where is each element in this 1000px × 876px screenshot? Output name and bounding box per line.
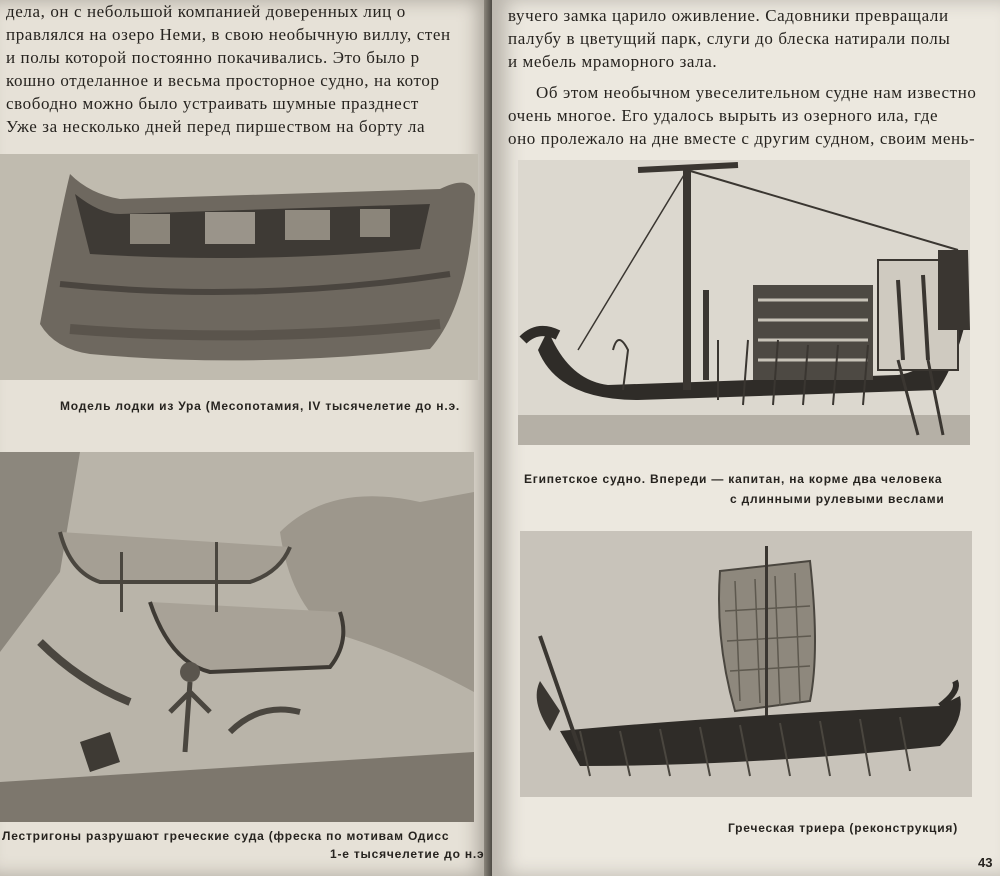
left-page (0, 0, 492, 876)
page-number: 43 (978, 855, 993, 870)
text-line: и мебель мраморного зала. (508, 52, 718, 71)
fresco-caption-line1: Лестригоны разрушают греческие суда (фреска по мотивам Одисс (2, 829, 450, 843)
ur-boat-photo (0, 154, 478, 380)
text-line: кошно отделанное и весьма просторное судно, на котор (6, 71, 440, 90)
egyptian-ship-caption-line2: с длинными рулевыми веслами (730, 492, 945, 506)
trireme-photo (520, 531, 972, 797)
text-line: Уже за несколько дней перед пиршеством на борту ла (6, 117, 426, 136)
fresco-caption-line2: 1-е тысячелетие до н.э (330, 847, 485, 861)
trireme-caption: Греческая триера (реконструкция) (728, 821, 958, 835)
text-line: дела, он с небольшой компанией доверенных лиц о (6, 2, 406, 21)
text-line: вучего замка царило оживление. Садовники превращали (508, 6, 949, 25)
ur-boat-caption: Модель лодки из Ура (Месопотамия, IV тысячелетие до н.э. (60, 399, 461, 413)
text-line: палубу в цветущий парк, слуги до блеска натирали полы (508, 29, 951, 48)
right-page (492, 0, 1000, 876)
text-line: очень многое. Его удалось вырыть из озерного ила, где (508, 106, 939, 125)
fresco-photo (0, 452, 474, 822)
text-line: оно пролежало на дне вместе с другим судном, своим мень- (508, 129, 976, 148)
egyptian-ship-caption-line1: Египетское судно. Впереди — капитан, на корме два человека (524, 472, 943, 486)
egyptian-ship-photo (518, 160, 970, 445)
text-line: правлялся на озеро Неми, в свою необычную виллу, стен (6, 25, 451, 44)
text-line: Об этом необычном увеселительном судне нам известно (536, 83, 977, 102)
text-line: свободно можно было устраивать шумные празднест (6, 94, 419, 113)
text-line: и полы которой постоянно покачивались. Это было р (6, 48, 420, 67)
